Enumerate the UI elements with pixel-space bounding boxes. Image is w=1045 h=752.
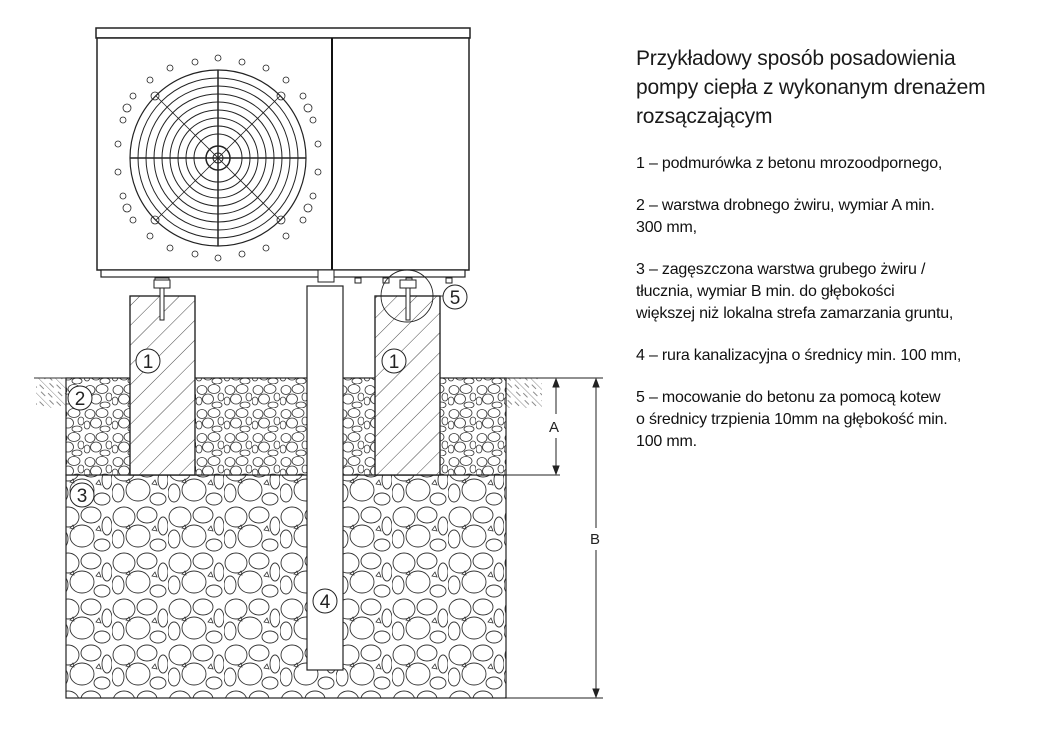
- legend-item-4: [636, 345, 1036, 367]
- callout-4: [313, 589, 337, 613]
- svg-text:1: 1: [142, 352, 154, 373]
- svg-text:2: 2: [74, 389, 86, 410]
- legend-line: 2 – warstwa drobnego żwiru, wymiar A min.: [636, 197, 935, 214]
- legend-line: 4 – rura kanalizacyjna o średnicy min. 100 mm,: [636, 347, 962, 364]
- coarse-gravel-layer: [66, 475, 506, 698]
- svg-text:5: 5: [449, 288, 461, 309]
- svg-text:1: 1: [388, 352, 400, 373]
- svg-text:3: 3: [76, 486, 88, 507]
- legend-line: 5 – mocowanie do betonu za pomocą kotew: [636, 389, 941, 406]
- heat-pump-unit: [96, 28, 470, 285]
- legend-line: 3 – zagęszczona warstwa grubego żwiru /: [636, 261, 926, 278]
- callout-1-right: [382, 349, 406, 373]
- callout-5: [443, 285, 467, 309]
- callout-3: [70, 483, 94, 507]
- svg-text:4: 4: [319, 592, 331, 613]
- callout-2: [68, 386, 92, 410]
- callout-1-left: [136, 349, 160, 373]
- diagram-title: [636, 44, 1036, 131]
- dimension-a-label: A: [549, 419, 560, 436]
- legend-line: tłucznia, wymiar B min. do głębokości: [636, 283, 895, 300]
- title-line: rozsączającym: [636, 105, 773, 128]
- title-line: pompy ciepła z wykonanym drenażem: [636, 76, 986, 99]
- dimension-b-label: B: [590, 531, 601, 548]
- legend-line: 100 mm.: [636, 433, 697, 450]
- legend-line: większej niż lokalna strefa zamarzania gruntu,: [636, 305, 954, 322]
- legend-item-5: [636, 387, 1036, 453]
- title-line: Przykładowy sposób posadowienia: [636, 47, 956, 70]
- legend-line: 1 – podmurówka z betonu mrozoodpornego,: [636, 155, 943, 172]
- legend-item-2: [636, 195, 1036, 239]
- legend-item-3: [636, 259, 1036, 325]
- legend-line: 300 mm,: [636, 219, 697, 236]
- legend-line: o średnicy trzpienia 10mm na głębokość min.: [636, 411, 948, 428]
- legend-item-1: [636, 153, 1036, 175]
- description-panel: [636, 44, 1036, 473]
